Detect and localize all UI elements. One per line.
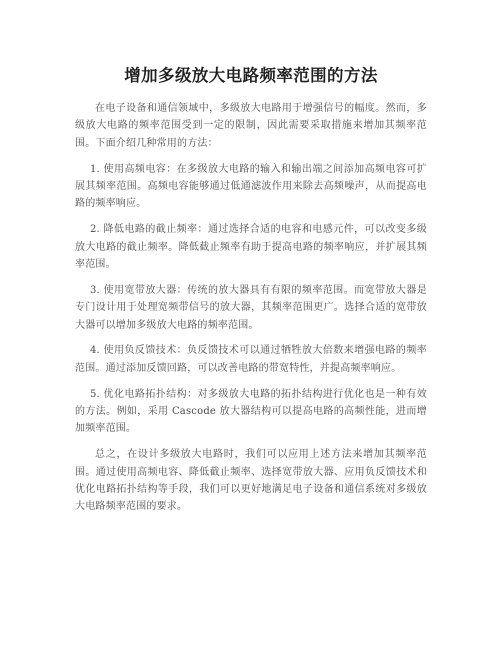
method-1-paragraph: 1. 使用高频电容：在多级放大电路的输入和输出端之间添加高频电容可扩展其频率范围。高频电容能够通过低通滤波作用来除去高频噪声，从而提高电路的频率响应。 [75, 163, 427, 210]
method-2-paragraph: 2. 降低电路的截止频率：通过选择合适的电容和电感元件，可以改变多级放大电路的截止频率。降低截止频率有助于提高电路的频率响应，并扩展其频率范围。 [75, 224, 427, 271]
method-4-paragraph: 4. 使用负反馈技术：负反馈技术可以通过牺牲放大倍数来增强电路的频率范围。通过添加反馈回路，可以改善电路的带宽特性，并提高频率响应。 [75, 345, 427, 374]
intro-paragraph: 在电子设备和通信领域中，多级放大电路用于增强信号的幅度。然而，多级放大电路的频率范围受到一定的限制，因此需要采取措施来增加其频率范围。下面介绍几种常用的方法： [75, 103, 427, 149]
method-5-paragraph: 5. 优化电路拓扑结构：对多级放大电路的拓扑结构进行优化也是一种有效的方法。例如，采用 Cascode 放大器结构可以提高电路的高频性能，进而增加频率范围。 [75, 388, 427, 435]
document-title: 增加多级放大电路频率范围的方法 [124, 66, 378, 85]
document-body [75, 100, 427, 524]
conclusion-paragraph: 总之，在设计多级放大电路时，我们可以应用上述方法来增加其频率范围。通过使用高频电容、降低截止频率、选择宽带放大器、应用负反馈技术和优化电路拓扑结构等手段，我们可以更好地满足电子设备和通信系统对多级放大电路频率范围的要求。 [75, 449, 427, 513]
method-3-paragraph: 3. 使用宽带放大器：传统的放大器具有有限的频率范围。而宽带放大器是专门设计用于处理宽频带信号的放大器，其频率范围更广。选择合适的宽带放大器可以增加多级放大电路的频率范围。 [75, 284, 427, 331]
